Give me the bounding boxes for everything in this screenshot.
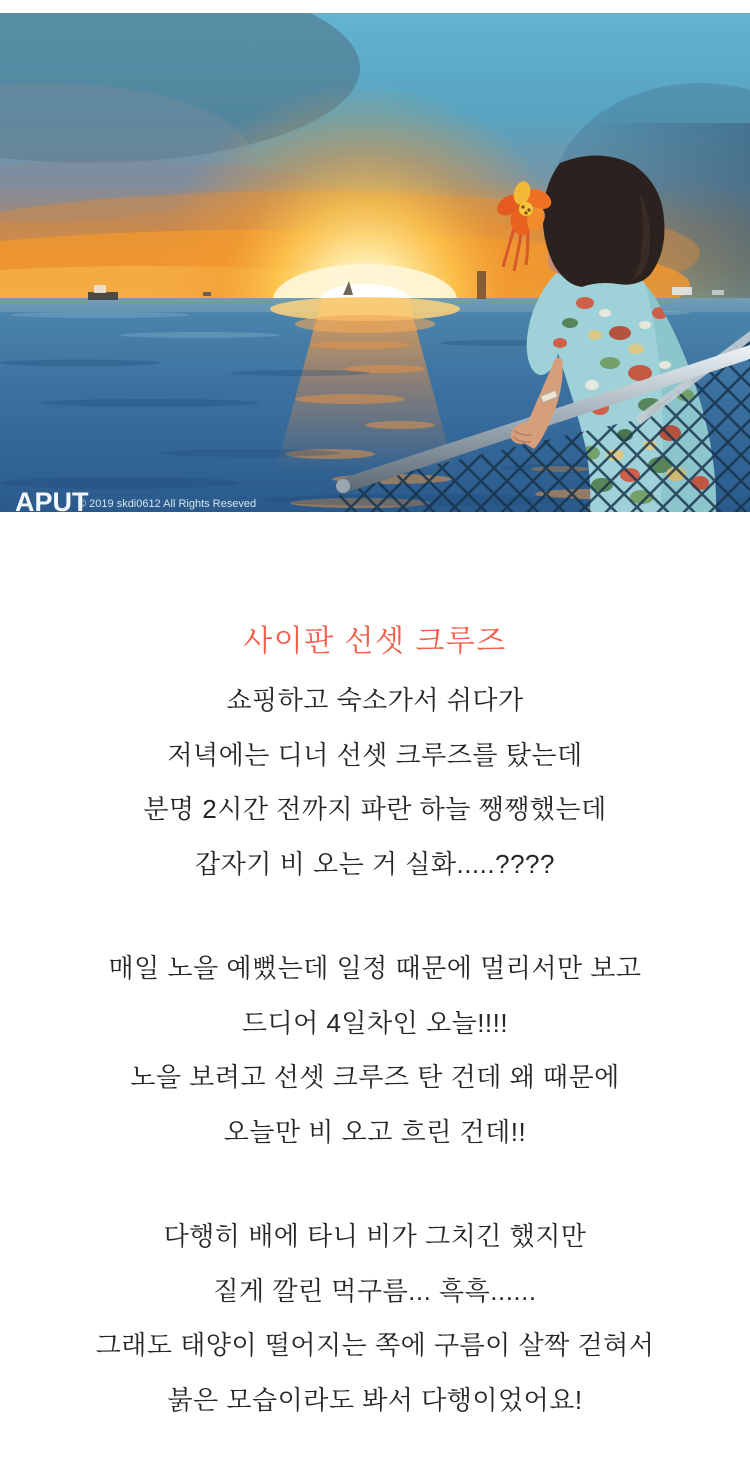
post-line: 다행히 배에 타니 비가 그치긴 했지만 [163,1221,587,1251]
post-line: 쇼핑하고 숙소가서 쉬다가 [226,685,524,715]
post-title: 사이판 선셋 크루즈 [243,625,507,658]
post-line: 매일 노을 예뻤는데 일정 때문에 멀리서만 보고 [108,953,642,983]
paragraph [0,673,750,891]
sunset-photo-illustration [0,13,750,512]
post-line: 붉은 모습이라도 봐서 다행이었어요! [167,1384,583,1415]
post-line: 오늘만 비 오고 흐린 건데!! [223,1116,527,1147]
watermark-logo: APUT [15,487,89,512]
post-line: 그래도 태양이 떨어지는 쪽에 구름이 살짝 걷혀서 [95,1330,655,1360]
hero-photo[interactable] [0,13,750,512]
paragraph [0,1209,750,1427]
post-line: 분명 2시간 전까지 파란 하늘 쨍쨍했는데 [143,794,607,824]
post-line: 드디어 4일차인 오늘!!!! [241,1007,509,1038]
watermark-copyright: © 2019 skdi0612 All Rights Reseved [78,498,257,510]
post-line: 저녁에는 디너 선셋 크루즈를 탔는데 [167,739,583,770]
paragraph [0,941,750,1159]
post-line: 노을 보려고 선셋 크루즈 탄 건데 왜 때문에 [130,1062,620,1092]
post-line: 짙게 깔린 먹구름... 흑흑...... [213,1275,537,1306]
post-line: 갑자기 비 오는 거 실화.....???? [195,848,555,879]
post-body [0,512,750,1427]
